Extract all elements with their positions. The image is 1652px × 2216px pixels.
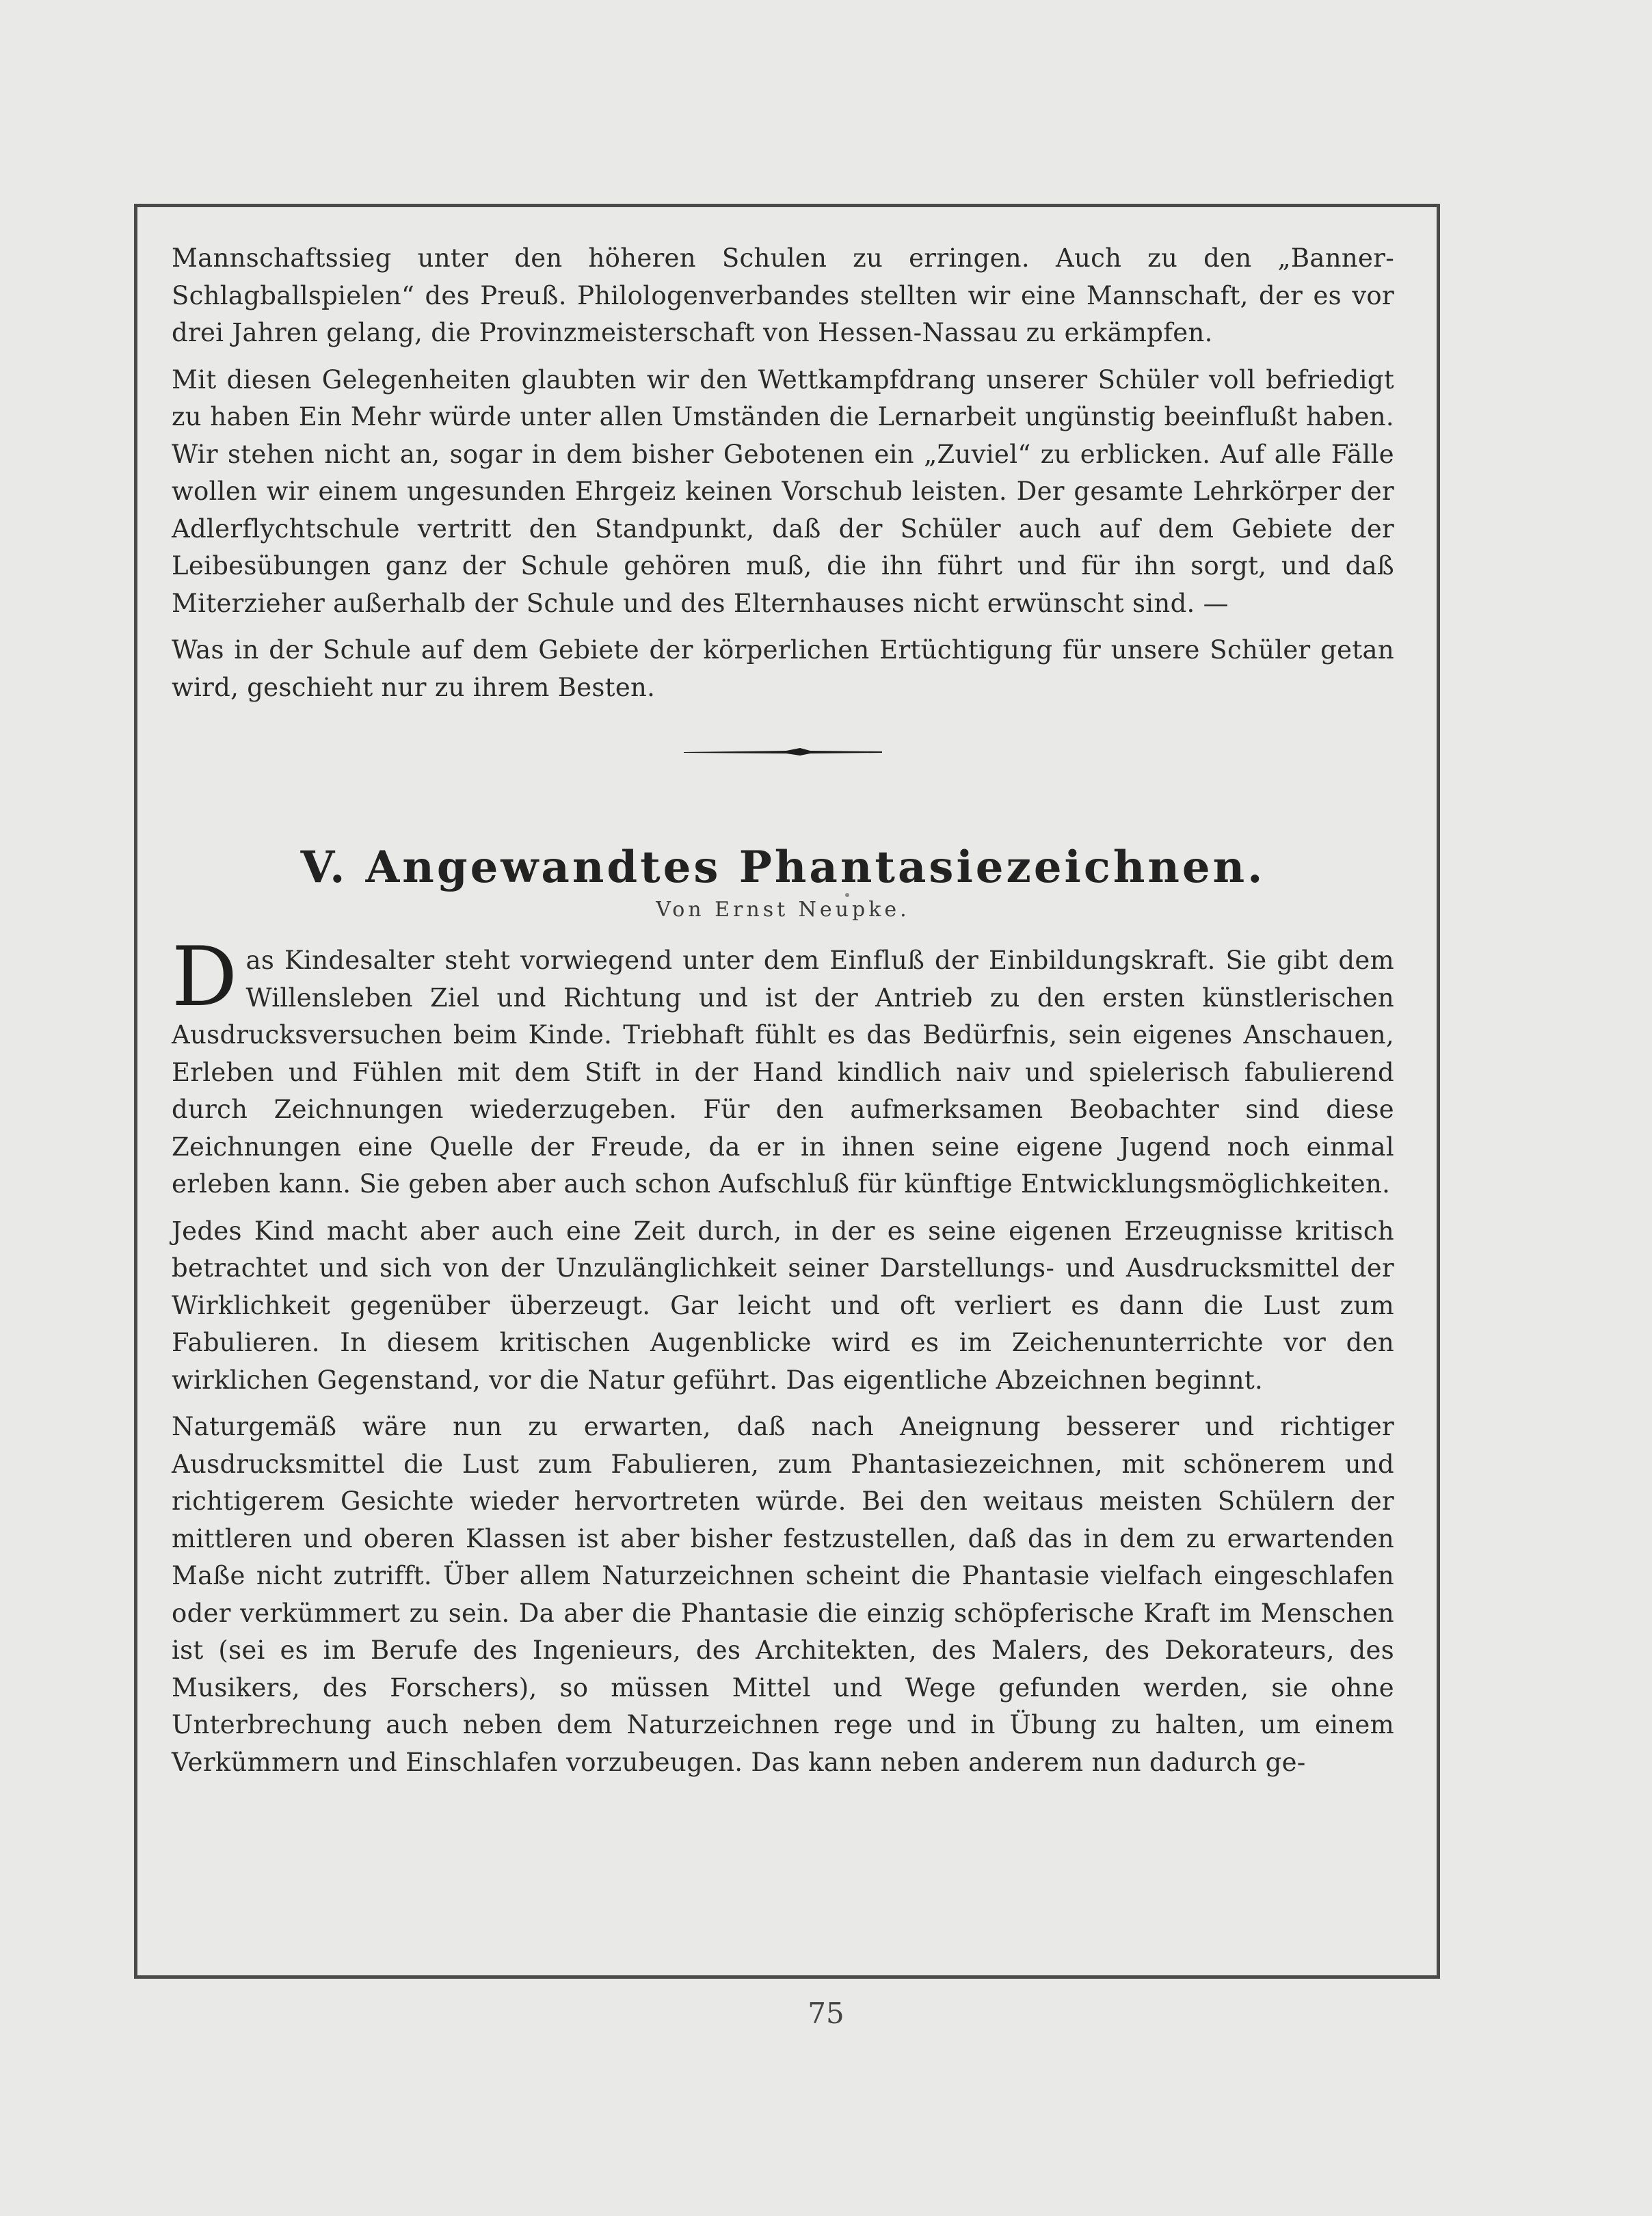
ink-speck (845, 893, 849, 897)
first-paragraph-text: as Kindesalter steht vorwiegend unter dem Einfluß der Einbildungskraft. Sie gibt dem Willensleben Ziel und Richtung und ist der Antrieb zu den ersten künstlerischen Ausdrucksversuchen beim Kinde. Triebhaft fühlt es das Bedürfnis, sein eigenes Anschauen, Erleben und Fühlen mit dem Stift in der Hand kindlich naiv und spielerisch fabulierend durch Zeichnungen wiederzugeben. Für den aufmerksamen Beobachter sind diese Zeichnungen eine Quelle der Freude, da er in ihnen seine eigene Jugend noch einmal erleben kann. Sie geben aber auch schon Aufschluß für künftige Entwicklungsmöglichkeiten. (172, 946, 1394, 1199)
first-paragraph (172, 930, 1394, 1203)
drop-cap: D (172, 930, 238, 1025)
byline: Von Ernst Neupke. (656, 898, 910, 922)
section-heading: V. Angewandtes Phantasiezeichnen. (300, 842, 1266, 893)
paragraph: Mit diesen Gelegenheiten glaubten wir den Wettkampfdrang unserer Schüler voll befriedigt zu haben Ein Mehr würde unter allen Umständen die Lernarbeit ungünstig beeinflußt haben. Wir stehen nicht an, sogar in dem bisher Gebotenen ein „Zuviel“ zu erblicken. Auf alle Fälle wollen wir einem ungesunden Ehrgeiz keinen Vorschub leisten. Der gesamte Lehrkörper der Adlerflychtschule vertritt den Standpunkt, daß der Schüler auch auf dem Gebiete der Leibesübungen ganz der Schule gehören muß, die ihn führt und für ihn sorgt, und daß Miterzieher außerhalb der Schule und des Elternhauses nicht erwünscht sind. — (172, 364, 1394, 618)
paragraph: Mannschaftssieg unter den höheren Schulen zu erringen. Auch zu den „Banner-Schlagballspielen“ des Preuß. Philologenverbandes stellten wir eine Mannschaft, der es vor drei Jahren gelang, die Provinzmeisterschaft von Hessen-Nassau zu erkämpfen. (172, 243, 1394, 347)
page-number: 75 (808, 1997, 844, 2030)
paragraph: Jedes Kind macht aber auch eine Zeit durch, in der es seine eigenen Erzeugnisse kritisch betrachtet und sich von der Unzulänglichkeit seiner Darstellungs- und Ausdrucksmittel der Wirklichkeit gegenüber überzeugt. Gar leicht und oft verliert es dann die Lust zum Fabulieren. In diesem kritischen Augenblicke wird es im Zeichenunterrichte vor den wirklichen Gegenstand, vor die Natur geführt. Das eigentliche Abzeichnen beginnt. (172, 1216, 1394, 1395)
paragraph: Was in der Schule auf dem Gebiete der körperlichen Ertüchtigung für unsere Schüler getan wird, geschieht nur zu ihrem Besten. (172, 635, 1394, 702)
text-frame (134, 204, 1440, 1979)
section-divider (684, 746, 882, 758)
paragraph: Naturgemäß wäre nun zu erwarten, daß nach Aneignung besserer und richtiger Ausdrucksmittel die Lust zum Fabulieren, zum Phantasiezeichnen, mit schönerem und richtigerem Gesichte wieder hervortreten würde. Bei den weitaus meisten Schülern der mittleren und oberen Klassen ist aber bisher festzustellen, daß das in dem zu erwartenden Maße nicht zutrifft. Über allem Naturzeichnen scheint die Phantasie vielfach eingeschlafen oder verkümmert zu sein. Da aber die Phantasie die einzig schöpferische Kraft im Menschen ist (sei es im Berufe des Ingenieurs, des Architekten, des Malers, des Dekorateurs, des Musikers, des Forschers), so müssen Mittel und Wege gefunden werden, sie ohne Unterbrechung auch neben dem Naturzeichnen rege und in Übung zu halten, um einem Verkümmern und Einschlafen vorzubeugen. Das kann neben anderem nun dadurch ge- (172, 1412, 1394, 1777)
